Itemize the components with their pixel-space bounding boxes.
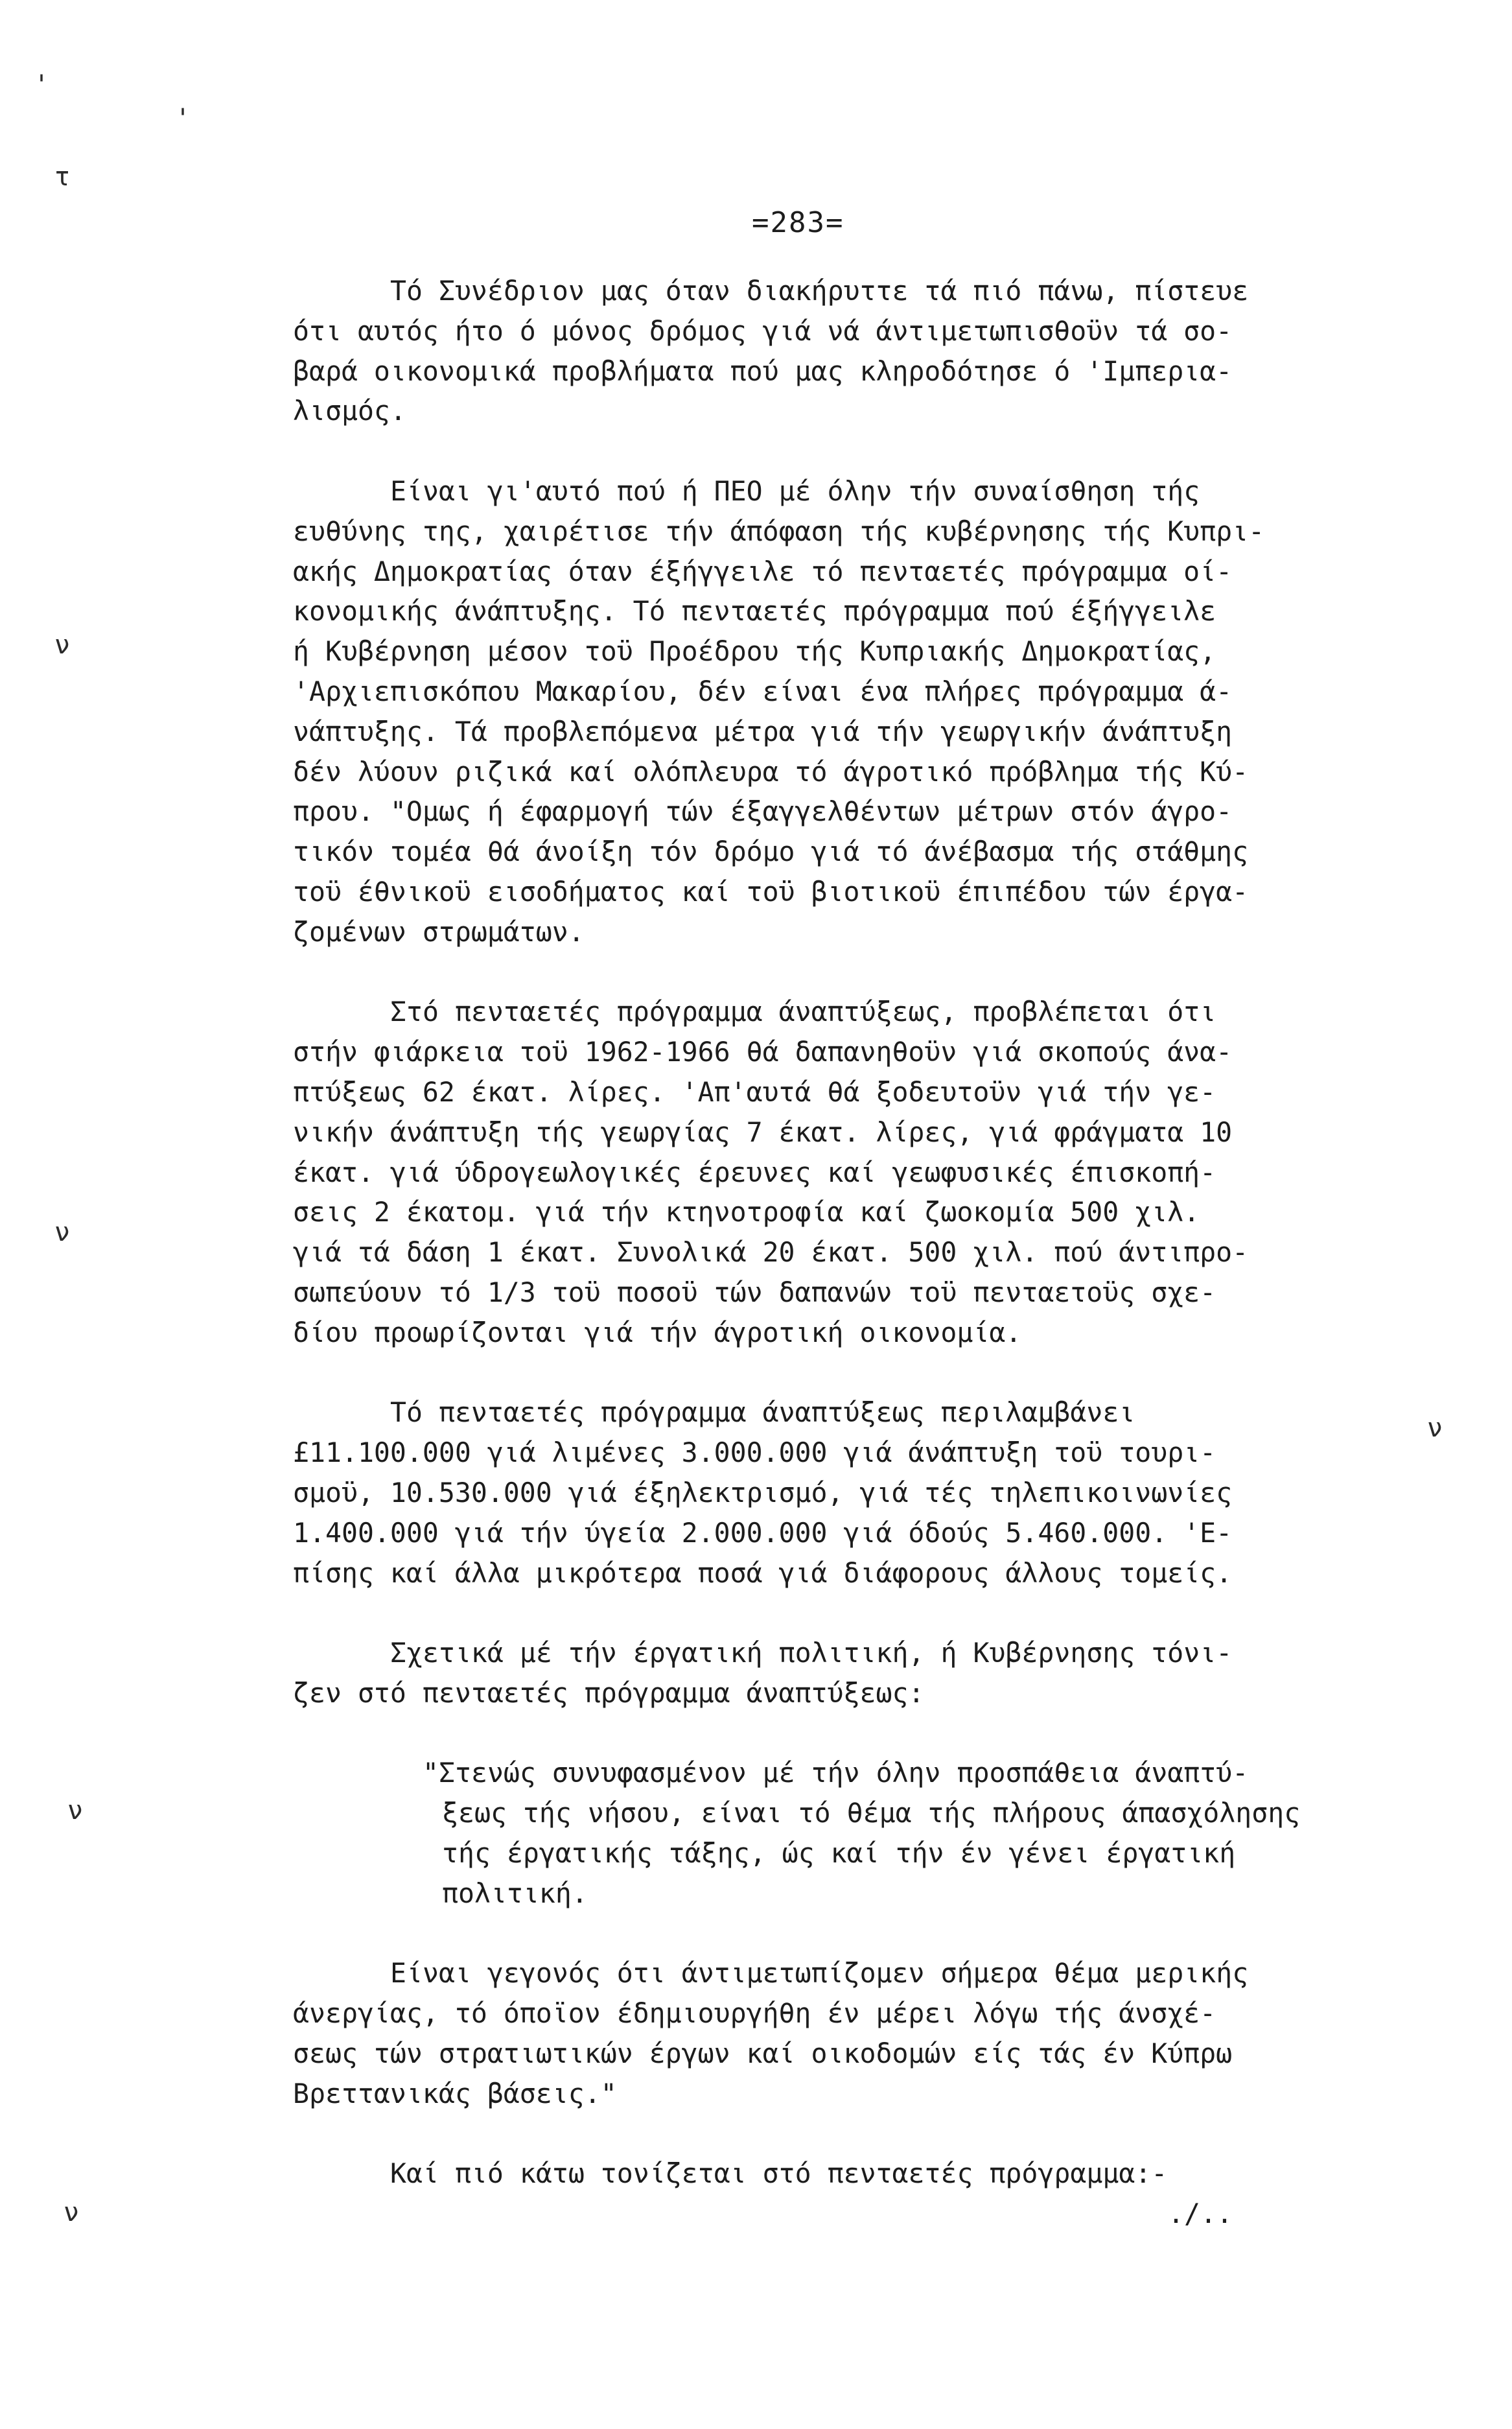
text-line: τοϋ έθνικοϋ εισοδήματος καί τοϋ βιοτικοϋ έπιπέδου τών έργα- — [293, 875, 1249, 908]
text-line: "Στενώς συνυφασμένον μέ τήν όλην προσπάθεια άναπτύ- — [423, 1757, 1249, 1789]
text-line: ζομένων στρωμάτων. — [293, 915, 585, 948]
text-line: Είναι γι'αυτό πού ή ΠΕΟ μέ όλην τήν συναίσθηση τής — [390, 475, 1200, 507]
text-line: σμοϋ, 10.530.000 γιά έξηλεκτρισμό, γιά τές τηλεπικοινωνίες — [293, 1476, 1233, 1508]
text-line: Καί πιό κάτω τονίζεται στό πενταετές πρόγραμμα:- — [390, 2157, 1168, 2190]
text-line: έκατ. γιά ύδρογεωλογικές έρευνες καί γεωφυσικές έπισκοπή- — [293, 1156, 1216, 1188]
text-line: κονομικής άνάπτυξης. Τό πενταετές πρόγραμμα πού έξήγγειλε — [293, 595, 1216, 628]
text-line: ή Κυβέρνηση μέσον τοϋ Προέδρου τής Κυπριακής Δημοκρατίας, — [293, 635, 1216, 668]
text-line: πρου. "Ομως ή έφαρμογή τών έξαγγελθέντων μέτρων στόν άγρο- — [293, 795, 1233, 828]
paragraph — [293, 471, 1479, 952]
text-line: Είναι γεγονός ότι άντιμετωπίζομεν σήμερα θέμα μερικής — [390, 1957, 1249, 1989]
text-line: πίσης καί άλλα μικρότερα ποσά γιά διάφορους άλλους τομείς. — [293, 1556, 1233, 1589]
paragraph — [293, 1633, 1479, 1713]
text-line: ακής Δημοκρατίας όταν έξήγγειλε τό πενταετές πρόγραμμα οί- — [293, 555, 1233, 587]
body-text — [293, 271, 1479, 2234]
paragraph — [293, 992, 1479, 1352]
text-line: Τό πενταετές πρόγραμμα άναπτύξεως περιλαμβάνει — [390, 1396, 1135, 1429]
text-line: τής έργατικής τάξης, ώς καί τήν έν γένει έργατική — [442, 1837, 1236, 1870]
text-line: βαρά οικονομικά προβλήματα πού μας κληροδότησε ό 'Ιμπερια- — [293, 355, 1233, 387]
text-line: 'Αρχιεπισκόπου Μακαρίου, δέν είναι ένα πλήρες πρόγραμμα ά- — [293, 675, 1233, 707]
text-line: σωπεύουν τό 1/3 τοϋ ποσοϋ τών δαπανών τοϋ πενταετοϋς σχε- — [293, 1276, 1216, 1308]
text-line: Τό Συνέδριον μας όταν διακήρυττε τά πιό πάνω, πίστευε — [390, 275, 1249, 307]
paragraph — [293, 1953, 1479, 2113]
quoted-passage — [293, 1753, 1479, 1913]
text-line: 1.400.000 γιά τήν ύγεία 2.000.000 γιά όδούς 5.460.000. 'Ε- — [293, 1516, 1233, 1549]
text-line: τικόν τομέα θά άνοίξη τόν δρόμο γιά τό άνέβασμα τής στάθμης — [293, 836, 1249, 868]
margin-mark: ν — [1427, 1413, 1443, 1443]
text-line: νάπτυξης. Τά προβλεπόμενα μέτρα γιά τήν γεωργικήν άνάπτυξη — [293, 715, 1233, 747]
text-line: ζεν στό πενταετές πρόγραμμα άναπτύξεως: — [293, 1676, 925, 1709]
text-line: σεις 2 έκατομ. γιά τήν κτηνοτροφία καί ζωοκομία 500 χιλ. — [293, 1196, 1200, 1228]
text-line: σεως τών στρατιωτικών έργων καί οικοδομών είς τάς έν Κύπρω — [293, 2037, 1233, 2070]
text-line: νικήν άνάπτυξη τής γεωργίας 7 έκατ. λίρες, γιά φράγματα 10 — [293, 1116, 1233, 1148]
margin-mark: ' — [34, 70, 50, 100]
text-line: δέν λύουν ριζικά καί ολόπλευρα τό άγροτικό πρόβλημα τής Κύ- — [293, 755, 1249, 788]
text-line: στήν φιάρκεια τοϋ 1962-1966 θά δαπανηθοϋν γιά σκοπούς άνα- — [293, 1036, 1233, 1068]
text-line: πτύξεως 62 έκατ. λίρες. 'Απ'αυτά θά ξοδευτοϋν γιά τήν γε- — [293, 1075, 1216, 1108]
margin-mark: ' — [175, 104, 191, 134]
paragraph — [293, 2153, 1479, 2194]
margin-mark: ν — [54, 630, 71, 660]
text-line: γιά τά δάση 1 έκατ. Συνολικά 20 έκατ. 500 χιλ. πού άντιπρο- — [293, 1236, 1249, 1269]
margin-mark: ν — [54, 1217, 71, 1247]
text-line: πολιτική. — [442, 1877, 588, 1909]
text-line: δίου προωρίζονται γιά τήν άγροτική οικονομία. — [293, 1316, 1022, 1348]
text-line: Βρεττανικάς βάσεις." — [293, 2077, 617, 2109]
text-line: ότι αυτός ήτο ό μόνος δρόμος γιά νά άντιμετωπισθοϋν τά σο- — [293, 314, 1233, 347]
paragraph — [293, 271, 1479, 431]
margin-mark: ν — [67, 1796, 84, 1825]
text-line: ευθύνης της, χαιρέτισε τήν άπόφαση τής κυβέρνησης τής Κυπρι- — [293, 515, 1265, 547]
text-line: ξεως τής νήσου, είναι τό θέμα τής πλήρους άπασχόλησης — [442, 1797, 1301, 1829]
paragraph — [293, 1392, 1479, 1593]
text-line: λισμός. — [293, 395, 406, 427]
text-line: Σχετικά μέ τήν έργατική πολιτική, ή Κυβέρνησης τόνι- — [390, 1637, 1233, 1669]
margin-mark: τ — [54, 162, 71, 192]
page-number: =283= — [752, 206, 844, 239]
continuation-mark: ./.. — [1168, 2198, 1233, 2230]
text-line: άνεργίας, τό όποϊον έδημιουργήθη έν μέρει λόγω τής άνσχέ- — [293, 1997, 1216, 2030]
text-line: £11.100.000 γιά λιμένες 3.000.000 γιά άνάπτυξη τοϋ τουρι- — [293, 1437, 1216, 1469]
margin-mark: ν — [64, 2198, 80, 2227]
text-line: Στό πενταετές πρόγραμμα άναπτύξεως, προβλέπεται ότι — [390, 996, 1216, 1028]
